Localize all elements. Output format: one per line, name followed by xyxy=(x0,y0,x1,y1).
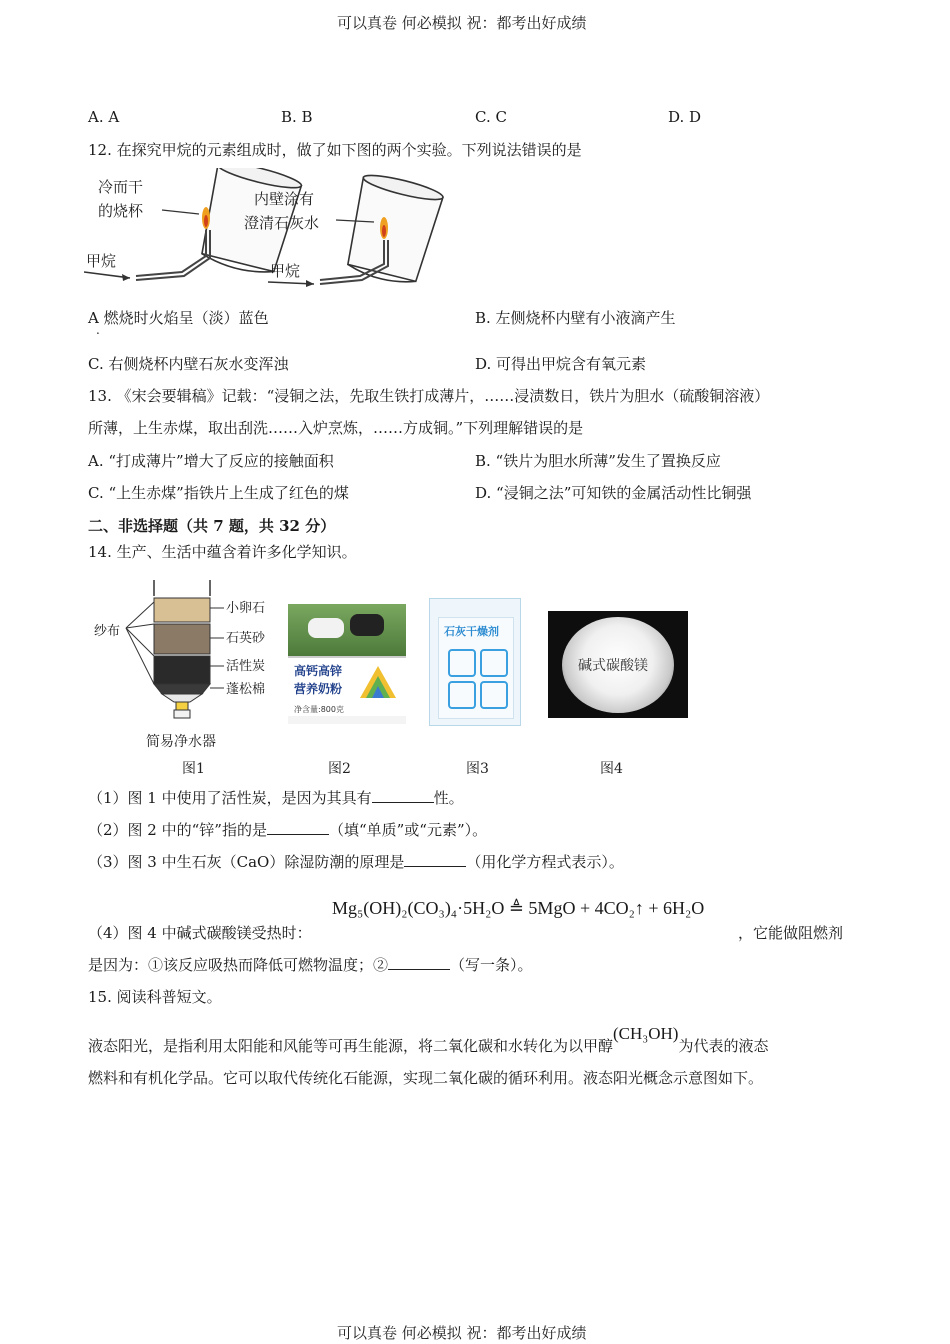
q14-sub4-text: （4）图 4 中碱式碳酸镁受热时： xyxy=(88,924,312,942)
milk-can-text-2: 营养奶粉 xyxy=(294,682,343,696)
pebble-label: 小卵石 xyxy=(226,601,266,616)
q15-para1-text: 液态阳光，是指利用太阳能和风能等可再生能源，将二氧化碳和水转化为以甲醇 xyxy=(88,1037,614,1055)
q12-option-c: C. 右侧烧杯内壁石灰水变浑浊 xyxy=(88,355,289,373)
q13-option-a: A. “打成薄片”增大了反应的接触面积 xyxy=(88,452,334,470)
q14-sub4-suffix: ，它能做阻燃剂 xyxy=(738,924,844,942)
q14-stem: 14. 生产、生活中蕴含着许多化学知识。 xyxy=(88,543,357,561)
q14-sub2-suffix: （填“单质”或“元素”）。 xyxy=(328,821,488,839)
q11-option-a: A. A xyxy=(88,108,120,126)
q15-para1-suffix: 为代表的液态 xyxy=(678,1037,769,1055)
q14-sub1 xyxy=(88,788,464,808)
q14-sub3-suffix: （用化学方程式表示）。 xyxy=(466,853,624,871)
q11-option-d: D. D xyxy=(668,108,702,126)
q15-stem: 15. 阅读科普短文。 xyxy=(88,988,222,1006)
q14-sub4-line2-suffix: （写一条）。 xyxy=(450,956,533,974)
q12-option-a-dot: . xyxy=(96,323,100,337)
desiccant-label-text: 石灰干燥剂 xyxy=(444,625,499,638)
q14-sub1-text: （1）图 1 中使用了活性炭，是因为其具有 xyxy=(88,789,372,807)
left-beaker-label-2: 的烧杯 xyxy=(98,202,144,220)
magnesium-carbonate-text: 碱式碳酸镁 xyxy=(578,658,648,674)
left-gas-label: 甲烷 xyxy=(86,252,117,270)
fig4-caption: 图4 xyxy=(600,761,623,777)
q13-line-2: 所薄，上生赤煤，取出刮洗……入炉烹炼，……方成铜。”下列理解错误的是 xyxy=(88,419,584,437)
q14-sub2-text: （2）图 2 中的“锌”指的是 xyxy=(88,821,267,839)
q14-sub3 xyxy=(88,852,624,872)
methane-experiment-figure xyxy=(84,168,444,298)
q15-paragraph-line1 xyxy=(88,1024,769,1056)
cotton-label: 蓬松棉 xyxy=(226,682,266,697)
quartz-sand-layer xyxy=(154,624,210,654)
q14-sub2 xyxy=(88,820,487,840)
q14-sub1-blank[interactable] xyxy=(372,788,434,803)
right-beaker xyxy=(341,171,444,289)
q15-paragraph-line2: 燃料和有机化学品。它可以取代传统化石能源，实现二氧化碳的循环利用。液态阳光概念示意图如下。 xyxy=(88,1069,764,1087)
q14-sub4-blank[interactable] xyxy=(388,955,450,970)
milk-can-text-1: 高钙高锌 xyxy=(294,664,343,678)
q14-sub4-line2 xyxy=(88,955,533,975)
methanol-formula: (CH₃OH) xyxy=(613,1024,679,1043)
right-beaker-label-1: 内壁涂有 xyxy=(254,190,315,208)
fig3-caption: 图3 xyxy=(466,761,489,777)
water-purifier-figure xyxy=(90,576,280,772)
desiccant-image xyxy=(429,598,521,726)
decomposition-equation: Mg₅(OH)₂(CO₃)₄·5H₂O ≜ 5MgO + 4CO₂↑ + 6H₂O xyxy=(332,898,705,918)
q14-sub4-line2-text: 是因为：①该反应吸热而降低可燃物温度；② xyxy=(88,956,389,974)
q12-option-b: B. 左侧烧杯内壁有小液滴产生 xyxy=(475,309,676,327)
pebble-layer xyxy=(154,598,210,622)
page-footer: 可以真卷 何必模拟 祝：都考出好成绩 xyxy=(337,1324,587,1342)
activated-carbon-label: 活性炭 xyxy=(226,659,266,674)
q14-sub1-suffix: 性。 xyxy=(433,789,464,807)
fig2-caption: 图2 xyxy=(328,761,351,777)
magnesium-carbonate-image xyxy=(548,611,688,718)
q11-option-c: C. C xyxy=(475,108,507,126)
gauze-label: 纱布 xyxy=(94,624,121,639)
q14-sub2-blank[interactable] xyxy=(267,820,329,835)
q12-stem: 12. 在探究甲烷的元素组成时，做了如下图的两个实验。下列说法错误的是 xyxy=(88,141,582,159)
water-purifier-title: 简易净水器 xyxy=(146,734,216,750)
q11-option-b: B. B xyxy=(281,108,313,126)
milk-powder-image xyxy=(288,604,406,724)
section-2-heading: 二、非选择题（共 7 题，共 32 分） xyxy=(88,517,336,535)
right-beaker-label-2: 澄清石灰水 xyxy=(244,214,320,232)
left-label-leader xyxy=(162,210,199,214)
q12-option-a: A 燃烧时火焰呈（淡）蓝色 xyxy=(88,309,269,327)
q13-line-1: 13. 《宋会要辑稿》记载：“浸铜之法，先取生铁打成薄片，……浸渍数日，铁片为胆水（硫酸铜溶液） xyxy=(88,387,770,405)
q13-option-d: D. “浸铜之法”可知铁的金属活动性比铜强 xyxy=(475,484,752,502)
right-gas-label: 甲烷 xyxy=(270,262,301,280)
fig1-caption: 图1 xyxy=(182,761,205,777)
q13-option-b: B. “铁片为胆水所薄”发生了置换反应 xyxy=(475,452,721,470)
q14-sub3-text: （3）图 3 中生石灰（CaO）除湿防潮的原理是 xyxy=(88,853,405,871)
left-beaker-label-1: 冷而干 xyxy=(98,178,144,196)
q13-option-c: C. “上生赤煤”指铁片上生成了红色的煤 xyxy=(88,484,349,502)
quartz-sand-label: 石英砂 xyxy=(226,631,266,646)
nutrition-pyramid-icon xyxy=(358,664,398,700)
page-header: 可以真卷 何必模拟 祝：都考出好成绩 xyxy=(337,14,587,32)
q14-sub3-blank[interactable] xyxy=(404,852,466,867)
milk-can-net-weight: 净含量:800克 xyxy=(294,705,344,714)
q12-option-d: D. 可得出甲烷含有氧元素 xyxy=(475,355,647,373)
activated-carbon-layer xyxy=(154,656,210,684)
